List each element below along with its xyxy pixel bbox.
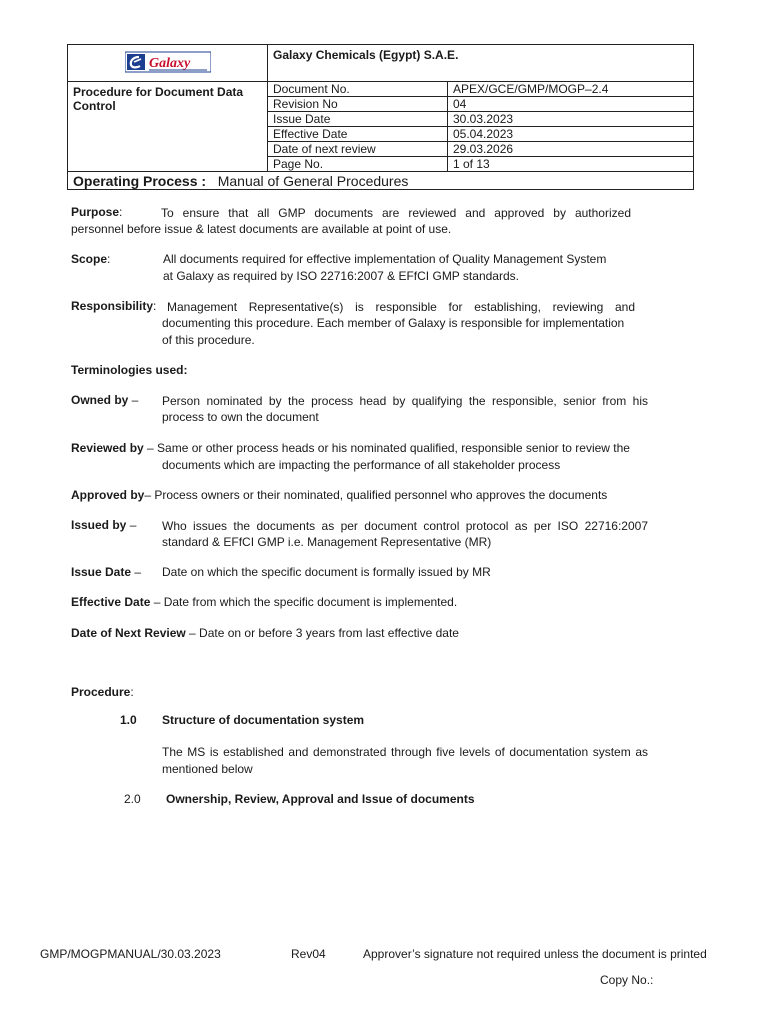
issued-by-line1: Who issues the documents as per document control protocol as per ISO 22716:2007	[162, 519, 648, 533]
issue-date-label: Issue Date	[71, 565, 132, 579]
owned-by-label: Owned by	[71, 393, 129, 407]
responsibility-line3: of this procedure.	[162, 333, 255, 347]
effective-date-wrap: Effective Date – Date from which the specific document is implemented.	[71, 595, 458, 609]
approved-by-wrap: Approved by– Process owners or their nominated, qualified personnel who approves the documents	[71, 488, 608, 502]
item2-title: Ownership, Review, Approval and Issue of documents	[166, 792, 475, 806]
scope-label-wrap: Scope:	[71, 252, 111, 266]
operating-process-row	[68, 172, 694, 190]
responsibility-label-wrap: Responsibility:	[71, 299, 157, 313]
galaxy-logo	[125, 50, 211, 77]
item1-line2: mentioned below	[162, 762, 253, 776]
approved-by-label: Approved by	[71, 488, 145, 502]
meta-value: APEX/GCE/GMP/MOGP–2.4	[448, 82, 694, 97]
next-review-line1: Date on or before 3 years from last effective date	[199, 626, 459, 640]
purpose-label: Purpose	[71, 205, 120, 219]
svg-text:Galaxy: Galaxy	[148, 55, 190, 71]
procedure-label: Procedure	[71, 685, 131, 699]
effective-date-line1: Date from which the specific document is implemented.	[163, 595, 458, 609]
issued-by-label: Issued by	[71, 518, 127, 532]
issued-by-label-wrap: Issued by –	[71, 518, 137, 532]
logo-cell	[68, 45, 268, 82]
meta-label: Revision No	[268, 97, 448, 112]
footer-copy-no: Copy No.:	[600, 973, 654, 987]
operating-process-value: Manual of General Procedures	[217, 172, 409, 189]
meta-value: 1 of 13	[448, 157, 694, 172]
purpose-label-wrap: Purpose:	[71, 205, 123, 219]
item1-number: 1.0	[120, 713, 137, 727]
scope-line2: at Galaxy as required by ISO 22716:2007 & EFfCI GMP standards.	[163, 269, 519, 283]
scope-line1: All documents required for effective implementation of Quality Management System	[163, 252, 607, 266]
operating-process-label: Operating Process :	[73, 172, 207, 189]
reviewed-by-line1: Same or other process heads or his nominated qualified, responsible senior to review the	[157, 441, 630, 455]
reviewed-by-wrap: Reviewed by – Same or other process heads or his nominated qualified, responsible senior to review the	[71, 441, 630, 455]
footer-signature-note: Approver’s signature not required unless the document is printed	[363, 947, 707, 961]
item2-number: 2.0	[124, 792, 141, 806]
procedure-title: Procedure for Document Data Control	[68, 82, 268, 172]
issued-by-line2: standard & EFfCI GMP i.e. Management Representative (MR)	[162, 535, 492, 549]
meta-label: Effective Date	[268, 127, 448, 142]
meta-value: 04	[448, 97, 694, 112]
document-header-table	[67, 44, 694, 190]
scope-label: Scope	[71, 252, 108, 266]
footer-revision: Rev04	[291, 947, 326, 961]
responsibility-label: Responsibility	[71, 299, 154, 313]
approved-by-line1: Process owners or their nominated, qualified personnel who approves the documents	[154, 488, 608, 502]
item1-line1: The MS is established and demonstrated through five levels of documentation system as	[162, 745, 648, 759]
next-review-wrap: Date of Next Review – Date on or before 3 years from last effective date	[71, 626, 459, 640]
procedure-label-wrap: Procedure:	[71, 685, 134, 699]
responsibility-line2: documenting this procedure. Each member of Galaxy is responsible for implementation	[162, 316, 625, 330]
reviewed-by-line2: documents which are impacting the performance of all stakeholder process	[162, 458, 561, 472]
owned-by-label-wrap: Owned by –	[71, 393, 139, 407]
reviewed-by-label: Reviewed by	[71, 441, 144, 455]
next-review-label: Date of Next Review	[71, 626, 186, 640]
terminologies-heading: Terminologies used:	[71, 363, 188, 377]
effective-date-label: Effective Date	[71, 595, 151, 609]
purpose-line1: To ensure that all GMP documents are reviewed and approved by authorized	[161, 206, 631, 220]
meta-value: 05.04.2023	[448, 127, 694, 142]
item1-title: Structure of documentation system	[162, 713, 365, 727]
issue-date-line1: Date on which the specific document is formally issued by MR	[162, 565, 491, 579]
issue-date-label-wrap: Issue Date –	[71, 565, 142, 579]
meta-label: Date of next review	[268, 142, 448, 157]
meta-label: Page No.	[268, 157, 448, 172]
meta-value: 30.03.2023	[448, 112, 694, 127]
owned-by-line1: Person nominated by the process head by qualifying the responsible, senior from his	[162, 394, 648, 408]
owned-by-line2: process to own the document	[162, 410, 319, 424]
company-name: Galaxy Chemicals (Egypt) S.A.E.	[268, 45, 694, 82]
footer-doc-ref: GMP/MOGPMANUAL/30.03.2023	[40, 947, 221, 961]
purpose-line2: personnel before issue & latest documents are available at point of use.	[71, 222, 452, 236]
meta-label: Issue Date	[268, 112, 448, 127]
meta-label: Document No.	[268, 82, 448, 97]
responsibility-line1: Management Representative(s) is responsible for establishing, reviewing and	[167, 300, 635, 314]
meta-value: 29.03.2026	[448, 142, 694, 157]
